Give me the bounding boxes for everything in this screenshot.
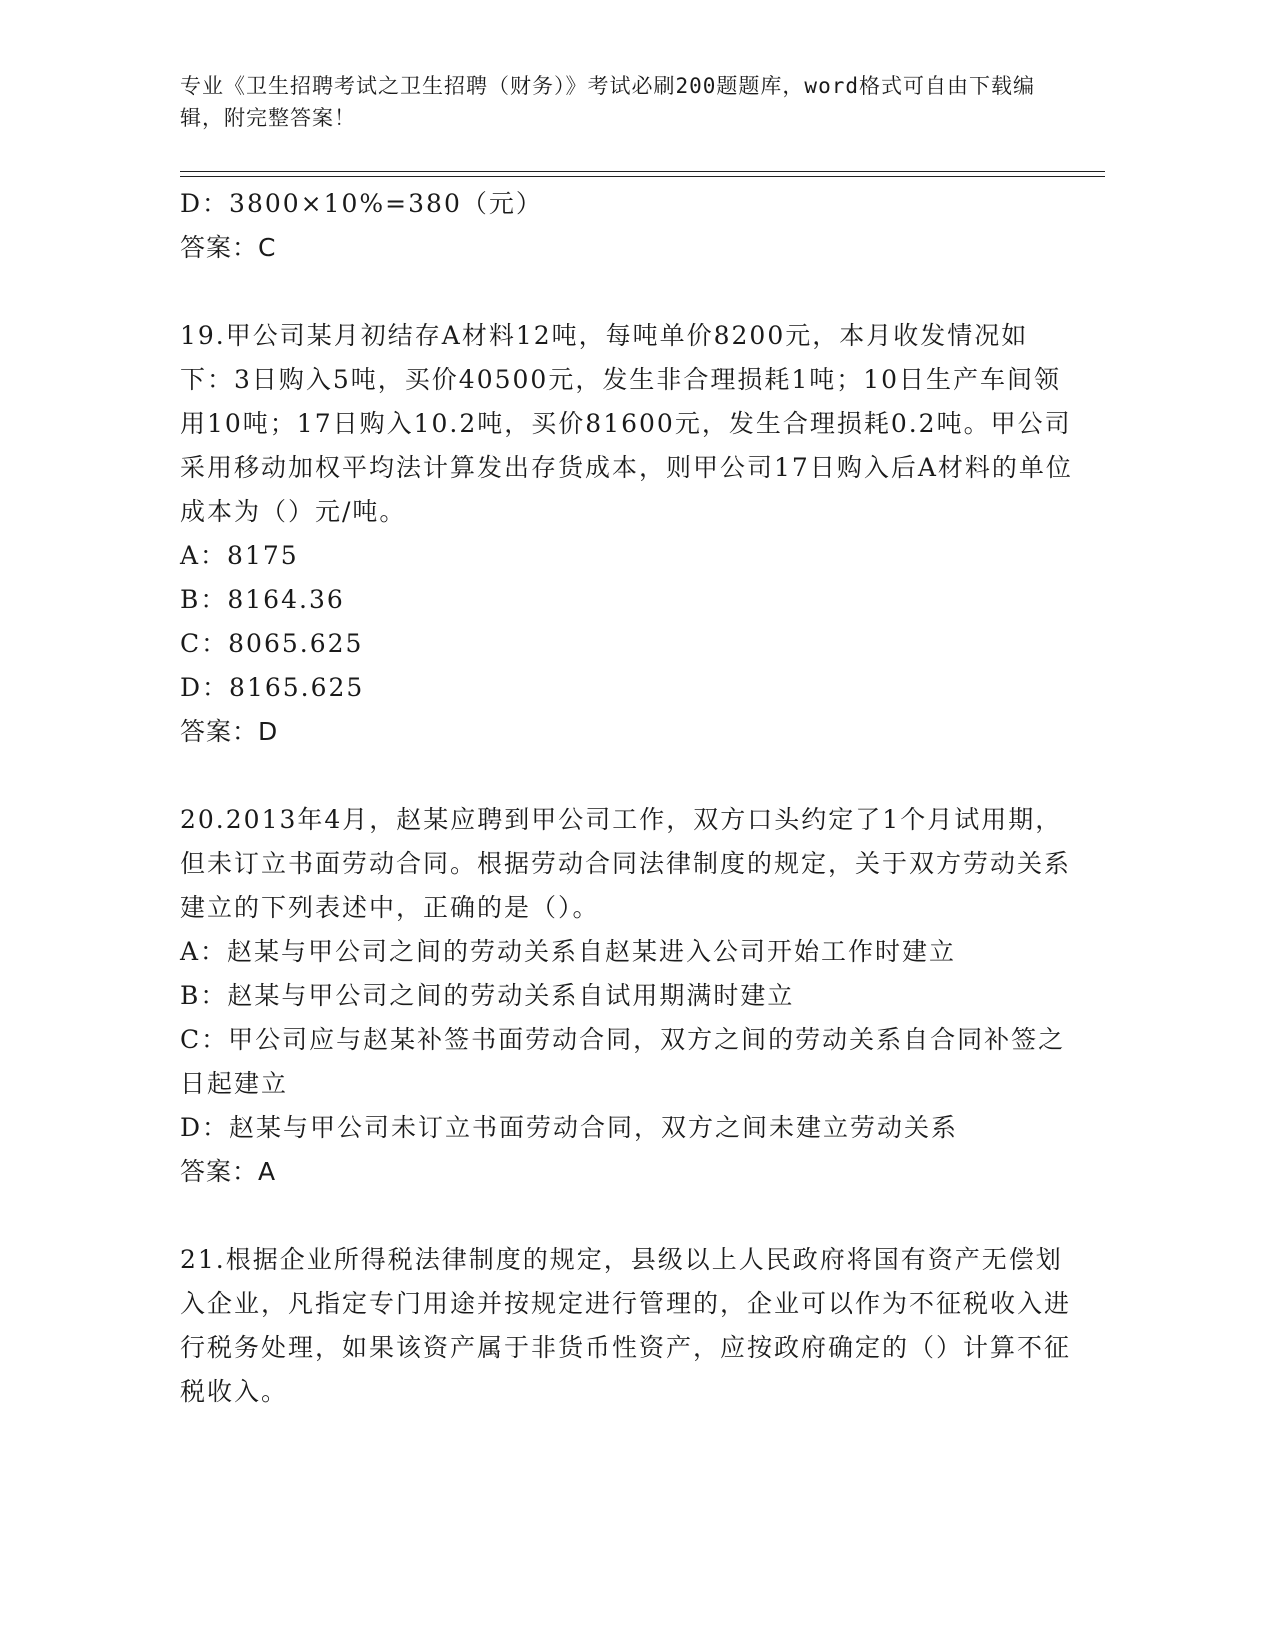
- question-21-text: 21.根据企业所得税法律制度的规定，县级以上人民政府将国有资产无偿划入企业，凡指定专门用途并按规定进行管理的，企业可以作为不征税收入进行税务处理，如果该资产属于非货币性资产，应按政府确定的（）计算不征税收入。: [180, 1245, 1072, 1406]
- document-body: [180, 182, 1080, 1414]
- question-19-text: 19.甲公司某月初结存A材料12吨，每吨单价8200元，本月收发情况如下：3日购入5吨，买价40500元，发生非合理损耗1吨；10日生产车间领用10吨；17日购入10.2吨，买价81600元，发生合理损耗0.2吨。甲公司采用移动加权平均法计算发出存货成本，则甲公司17日购入后A材料的单位成本为（）元/吨。: [180, 321, 1073, 526]
- question-19-option-c: C：8065.625: [180, 629, 364, 658]
- question-19-answer: 答案：D: [180, 717, 279, 746]
- question-20-option-c: C：甲公司应与赵某补签书面劳动合同，双方之间的劳动关系自合同补签之日起建立: [180, 1025, 1066, 1098]
- header-divider-top: [180, 171, 1105, 172]
- header-divider-bottom: [180, 176, 1105, 177]
- question-19-option-d: D：8165.625: [180, 673, 365, 702]
- question-20-option-d: D：赵某与甲公司未订立书面劳动合同，双方之间未建立劳动关系: [180, 1113, 959, 1142]
- prev-answer: 答案：C: [180, 233, 277, 262]
- question-20-text: 20.2013年4月，赵某应聘到甲公司工作，双方口头约定了1个月试用期，但未订立书面劳动合同。根据劳动合同法律制度的规定，关于双方劳动关系建立的下列表述中，正确的是（）。: [180, 805, 1072, 922]
- document-header: 专业《卫生招聘考试之卫生招聘（财务）》考试必刷200题题库，word格式可自由下载编辑，附完整答案！: [180, 74, 1035, 130]
- question-20-option-a: A：赵某与甲公司之间的劳动关系自赵某进入公司开始工作时建立: [180, 937, 957, 966]
- prev-option-d: D：3800×10%=380（元）: [180, 189, 543, 218]
- question-20-answer: 答案：A: [180, 1157, 277, 1186]
- question-19-option-b: B：8164.36: [180, 585, 345, 614]
- question-20-option-b: B：赵某与甲公司之间的劳动关系自试用期满时建立: [180, 981, 795, 1010]
- question-19-option-a: A：8175: [180, 541, 299, 570]
